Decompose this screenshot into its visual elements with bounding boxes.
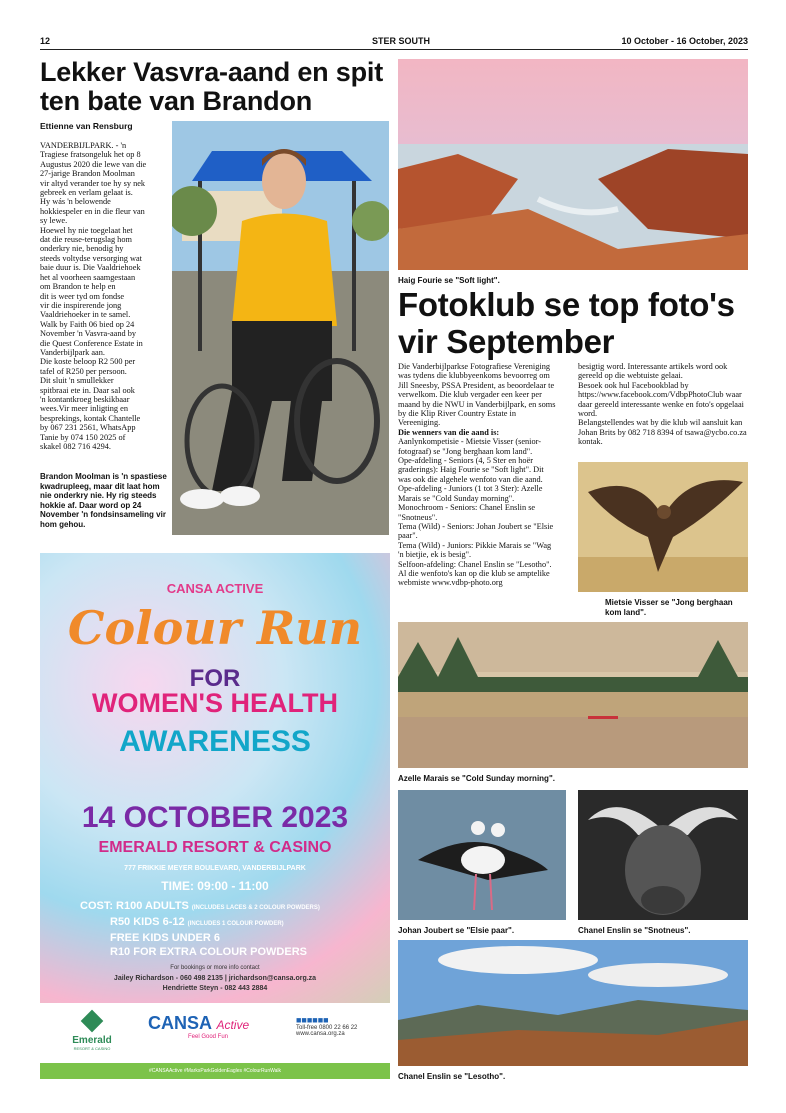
ad-cost-kids (80, 915, 380, 931)
ad-address: 777 FRIKKIE MEYER BOULEVARD, VANDERBIJLPARK (124, 865, 306, 872)
ad-for: FOR (189, 665, 241, 692)
article-headline: Lekker Vasvra-aand en spit ten bate van Brandon (40, 57, 383, 116)
ad-contact1: Jailey Richardson - 060 498 2135 | jrichardson@cansa.org.za (113, 975, 317, 982)
ad-cost1-note: (INCLUDES LACES & 2 COLOUR POWDERS) (191, 905, 320, 911)
ad-cost1: COST: R100 ADULTS (80, 900, 189, 912)
colour-run-advert (40, 553, 390, 1079)
article2-headline: Fotoklub se top foto's vir September (398, 286, 735, 360)
buffalo-photo (578, 790, 748, 920)
ad-socials (296, 1015, 386, 1037)
winners-list: Aanlynkompetisie - Mietsie Visser (senior-fotograaf) se "Jong berghaan kom land". Ope-afdeling - Seniors (4, 5 Ster en hoër graderings): Haig Fourie se "Soft light". Dit was ook die algehele wenfoto van die aand. Ope-afdeling - Juniors (1 tot 3 Ster): Azelle Marais se "Cold Sunday morning". Monochroom - Seniors: Chanel Enslin se "Snotneus". Tema (Wild) - Seniors: Johan Joubert se "Elsie paar". Tema (Wild) - Juniors: Pikkie Marais se "Wag 'n bietjie, ek is besig". Selfoon-afdeling: Chanel Enslin se "Lesotho". Al die wenfoto's kan op die klub se amptelike webmiste www.vdbp-photo.org (398, 437, 554, 588)
cansa-logo-text: CANSA (148, 1013, 213, 1033)
lake-caption: Azelle Marais se "Cold Sunday morning". (398, 774, 555, 783)
stilts-photo (398, 790, 566, 920)
article-body (40, 141, 170, 451)
article2-col-a (398, 362, 558, 588)
ad-cost4: R10 FOR EXTRA COLOUR POWDERS (110, 946, 307, 958)
article2-col-b (578, 362, 748, 447)
ad-cost2: R50 KIDS 6-12 (110, 916, 185, 928)
lesotho-photo (398, 940, 748, 1066)
ad-cost-block (80, 899, 380, 959)
header-rule (40, 49, 748, 50)
ad-line2: AWARENESS (119, 725, 311, 758)
ad-contact-head: For bookings or more info contact (170, 965, 260, 971)
eagle-caption: Mietsie Visser se "Jong berghaan kom land". (605, 598, 733, 617)
ad-cost2-note: (INCLUDES 1 COLOUR POWDER) (187, 921, 284, 927)
soft-light-photo-image (398, 59, 748, 270)
lesotho-photo-image (398, 940, 748, 1066)
emerald-logo (62, 1013, 122, 1051)
ad-time: TIME: 09:00 - 11:00 (161, 879, 269, 893)
issue-date: 10 October - 16 October, 2023 (621, 36, 748, 46)
ad-web: www.cansa.org.za (296, 1031, 345, 1037)
ad-cost3: FREE KIDS UNDER 6 (110, 932, 221, 944)
emerald-logo-sub: RESORT & CASINO (73, 1046, 111, 1051)
brandon-photo-caption: Brandon Moolman is 'n spastiese kwadrupleeg, maar dit laat hom nie onderkry nie. Hy rig steeds hokkie af. Daar word op 24 November 'n fondsinsameling vir hom gehou. (40, 472, 167, 529)
buffalo-caption: Chanel Enslin se "Snotneus". (578, 926, 691, 935)
ad-brand-top: CANSA ACTIVE (166, 581, 264, 596)
active-logo-text: Active (216, 1018, 250, 1032)
article-body-text: VANDERBIJLPARK. - 'n Tragiese fratsongeluk het op 8 Augustus 2020 die lewe van die 27-jarige Brandon Moolman vir altyd verander toe hy sy nek gebreek en verlam gelaat is. Hy wás 'n belowende hokkiespeler en in die fleur van sy lewe. Hoewel hy nie toegelaat het dat die reuse-terugslag hom onderkry nie, benodig hy steeds voltydse versorging wat baie duur is. Die Vaaldriehoek het al voorheen saamgestaan om Brandon te help en dit is weer tyd om fondse vir die inspirerende jong Vaaldriehoeker in te samel. Walk by Faith 06 bied op 24 November 'n Vasvra-aand by die Quest Conference Estate in Vanderbijlpark aan. Die koste beloop R2 500 per tafel of R250 per persoon. Dit sluit 'n smullekker spitbraai ete in. Daar sal ook 'n kontantkroeg beskikbaar wees.Vir meer inligting en besprekings, kontak Chantelle by 067 231 2561, WhatsApp Tanie by 074 150 2025 of skakel 082 716 4294. (40, 141, 147, 451)
cansa-tagline: Feel Good Fun (188, 1034, 229, 1040)
page-number: 12 (40, 36, 51, 46)
ad-contact2: Hendriette Steyn - 082 443 2884 (162, 985, 268, 992)
eagle-photo (578, 462, 748, 592)
emerald-logo-text: Emerald (72, 1035, 112, 1046)
lake-photo (398, 622, 748, 768)
social-icons: ■■■■■■ (296, 1015, 329, 1025)
soft-light-photo (398, 59, 748, 270)
buffalo-photo-image (578, 790, 748, 920)
ad-cost-adults (80, 899, 380, 915)
brandon-photo-image (172, 121, 389, 535)
publication-name: STER SOUTH (372, 36, 431, 46)
ad-tollfree: Toll-free 0800 22 66 22 (296, 1025, 358, 1031)
article2-intro: Die Vanderbijlparkse Fotografiese Vereniging was tydens die klubbyeenkoms bevoorreg om Jill Sneesby, PSSA President, as beoordelaar te verwelkom. Die klub vergader een keer per maand by die NWU in Vanderbijlpark, en soms by die Klip River Country Estate in Vereeniging. (398, 362, 556, 428)
winners-heading: Die wenners van die aand is: (398, 427, 500, 437)
ad-line1: WOMEN'S HEALTH (92, 688, 338, 718)
ad-venue: EMERALD RESORT & CASINO (98, 839, 332, 856)
lesotho-caption: Chanel Enslin se "Lesotho". (398, 1072, 506, 1081)
emerald-logo-mark (81, 1010, 104, 1033)
page-header (40, 36, 748, 50)
lake-photo-image (398, 622, 748, 768)
ad-hashtags: #CANSAActive #MarksParkGoldenEagles #ColourRunWalk (148, 1068, 282, 1074)
article2-col-b-text: besigtig word. Interessante artikels word ook gereeld op die webtuiste gelaai. Besoek ook hul Facebookblad by https://www.facebook.com/VdbpPhotoClub waar daar gereeld interessante wenke en foto's opgelaai word. Belangstellendes wat by die klub wil aansluit kan Johan Brits by 082 718 8394 of tsawa@ycbo.co.za kontak. (578, 362, 747, 447)
ad-date: 14 OCTOBER 2023 (81, 801, 349, 834)
brandon-photo (172, 121, 389, 535)
stilts-caption: Johan Joubert se "Elsie paar". (398, 926, 515, 935)
soft-light-caption: Haig Fourie se "Soft light". (398, 276, 500, 285)
stilts-photo-image (398, 790, 566, 920)
ad-hashtag-bar (40, 1063, 390, 1079)
eagle-photo-image (578, 462, 748, 592)
cansa-active-logo (148, 1013, 298, 1040)
ad-footer (40, 1003, 390, 1063)
ad-title: Colour Run (67, 601, 363, 655)
byline: Ettienne van Rensburg (40, 121, 133, 131)
